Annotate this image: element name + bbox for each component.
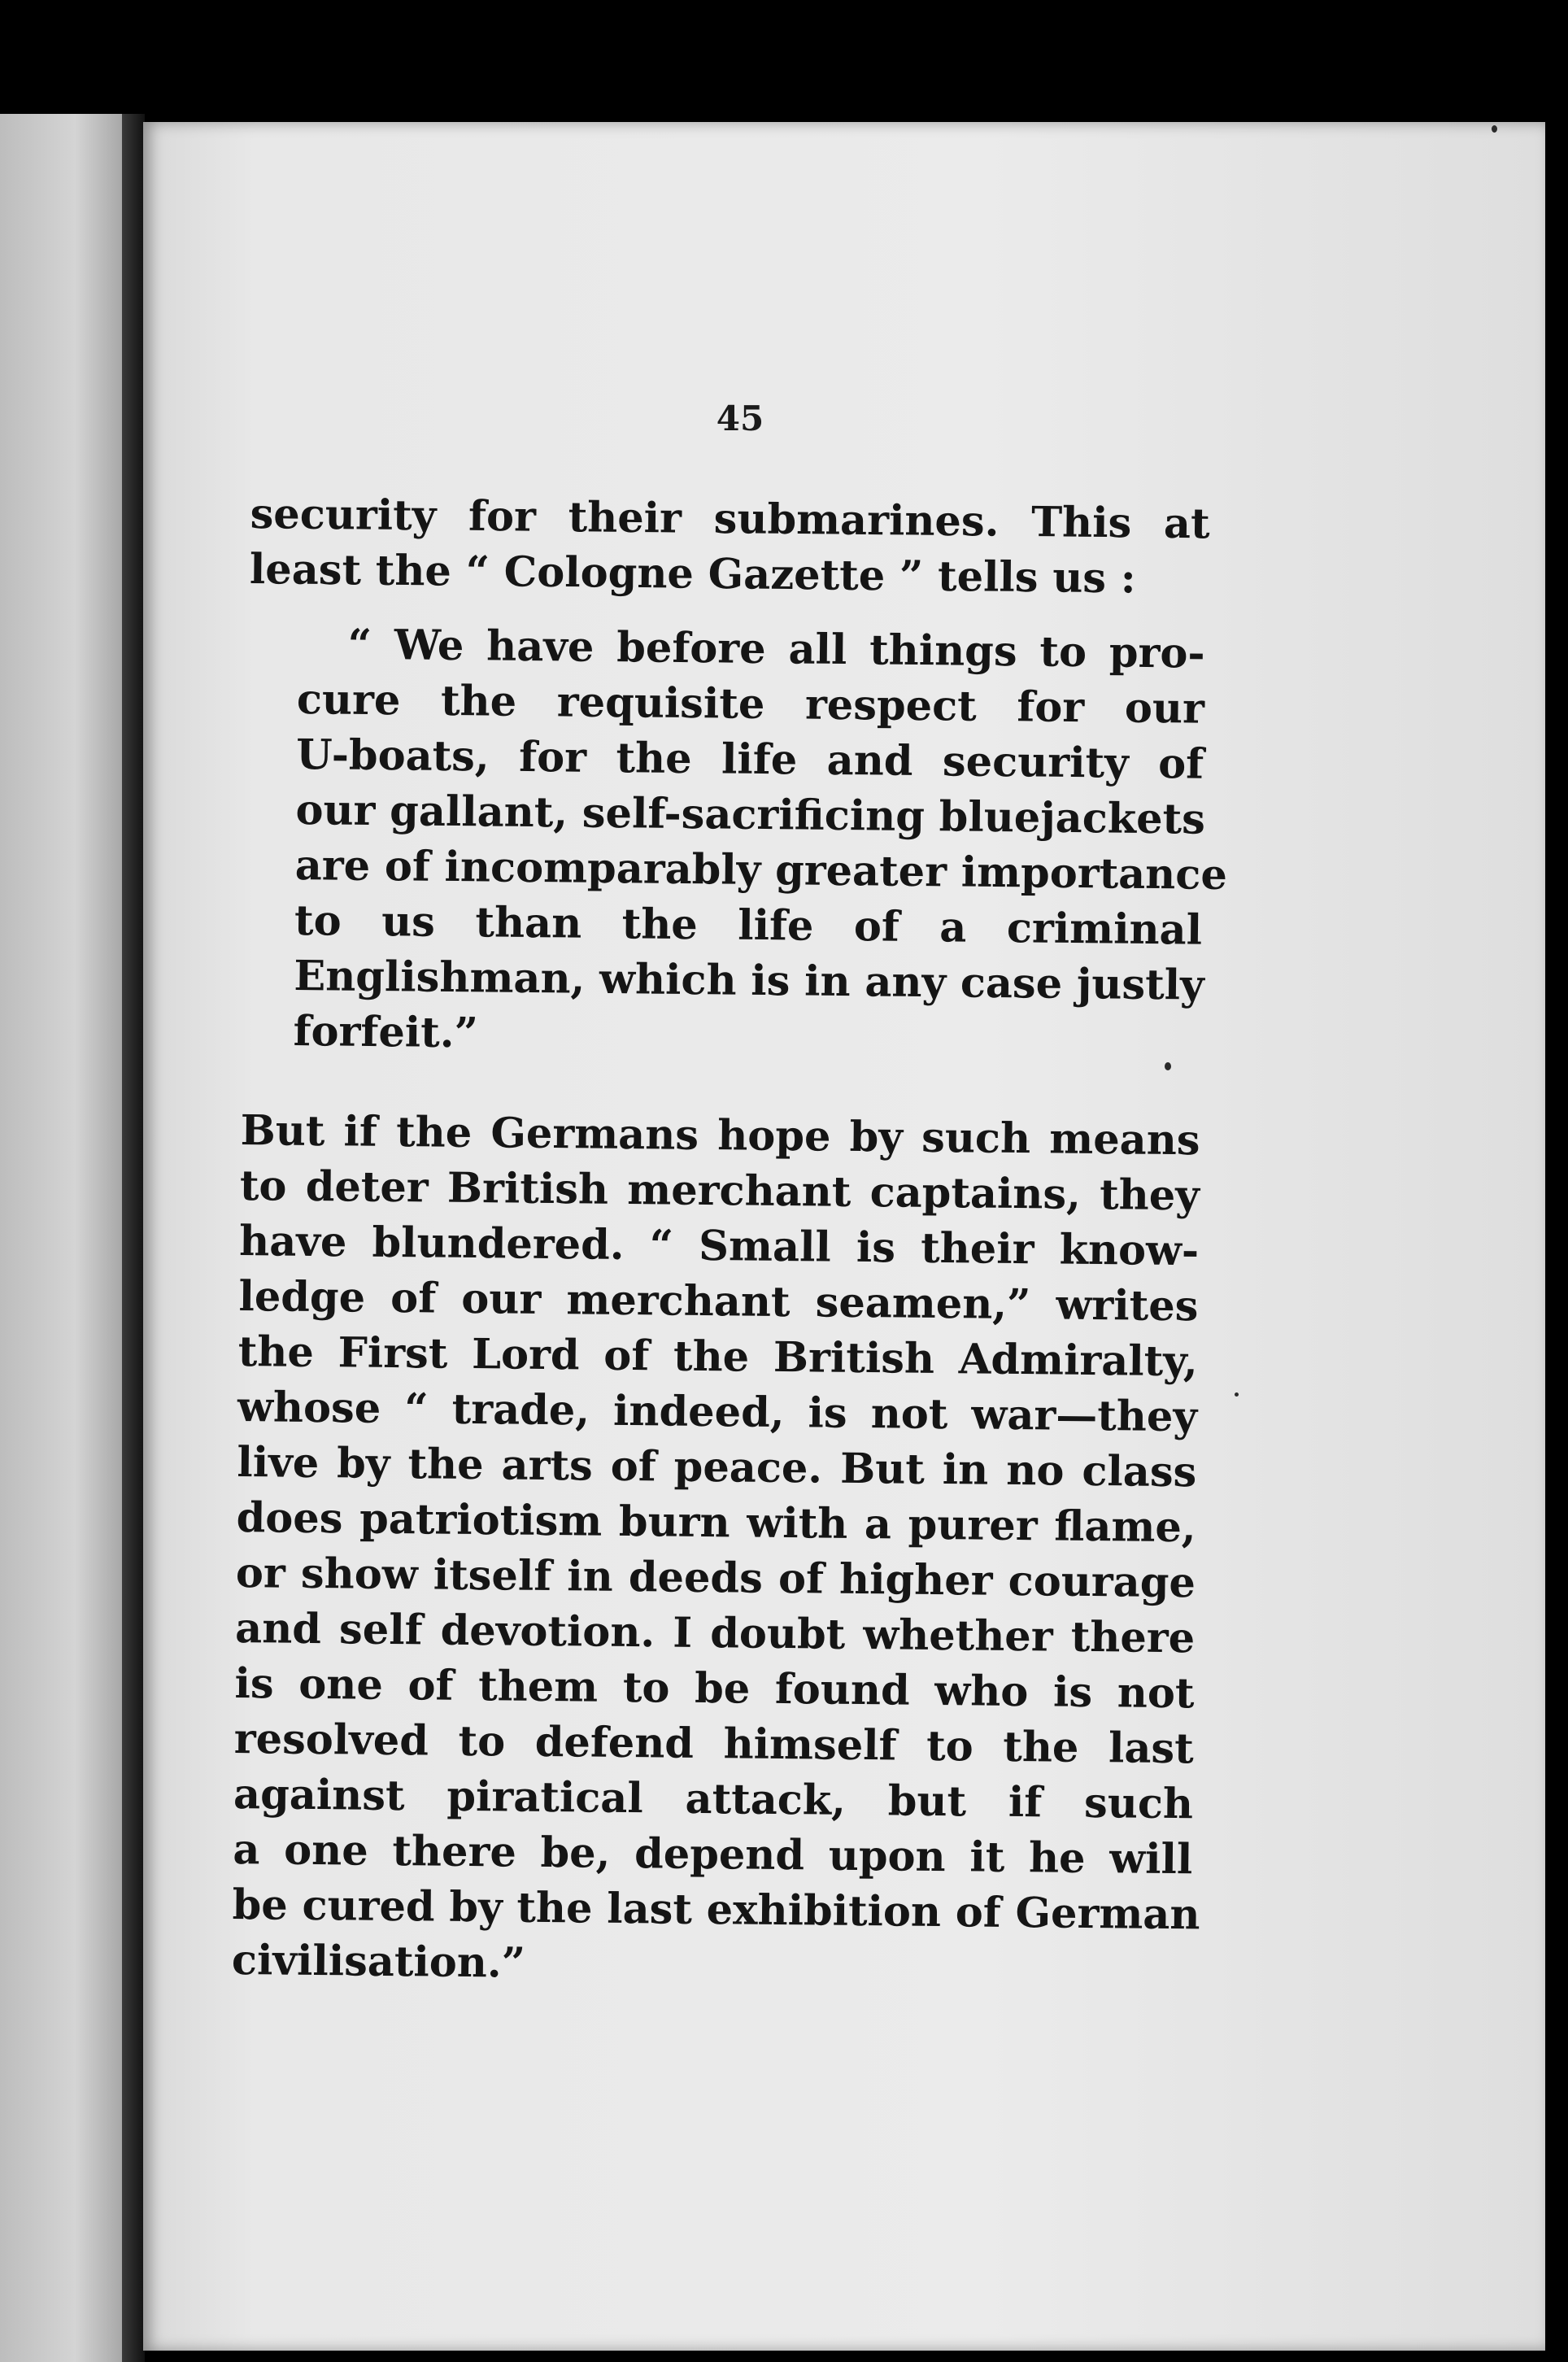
text-line: does patriotism burn with a purer flame, bbox=[236, 1493, 1196, 1553]
text-line: least the “ Cologne Gazette ” tells us : bbox=[249, 544, 1136, 604]
text-line: civilisation.” bbox=[231, 1935, 526, 1988]
facing-page-edge bbox=[0, 114, 137, 2362]
ink-speck bbox=[1165, 1062, 1171, 1070]
text-line: whose “ trade, indeed, is not war—they bbox=[237, 1382, 1198, 1442]
text-line: a one there be, depend upon it he will bbox=[233, 1824, 1193, 1885]
ink-speck bbox=[1235, 1392, 1239, 1397]
page-number: 45 bbox=[716, 399, 764, 438]
text-line: Englishman, which is in any case justly bbox=[294, 951, 1205, 1010]
paragraph-main bbox=[232, 1103, 1200, 1998]
text-line: “ We have before all things to pro- bbox=[347, 620, 1205, 678]
text-line: resolved to defend himself to the last bbox=[233, 1714, 1195, 1774]
text-line: But if the Germans hope by such means bbox=[240, 1105, 1200, 1166]
text-line: be cured by the last exhibition of German bbox=[232, 1880, 1200, 1940]
text-line: our gallant, self-sacrificing bluejackets bbox=[295, 785, 1206, 844]
text-line: to us than the life of a criminal bbox=[294, 896, 1203, 955]
text-line: the First Lord of the British Admiralty, bbox=[237, 1327, 1199, 1387]
text-line: security for their submarines. This at bbox=[250, 489, 1210, 549]
text-line: cure the requisite respect for our bbox=[296, 674, 1205, 734]
block-quote bbox=[293, 617, 1228, 1069]
text-line: ledge of our merchant seamen,” writes bbox=[238, 1271, 1199, 1331]
text-line: against piratical attack, but if such bbox=[233, 1769, 1194, 1829]
text-line: or show itself in deeds of higher courage bbox=[235, 1548, 1196, 1608]
text-line: live by the arts of peace. But in no class bbox=[237, 1437, 1197, 1497]
ink-speck bbox=[1492, 125, 1497, 133]
text-line: U-boats, for the life and security of bbox=[295, 730, 1204, 789]
text-line: to deter British merchant captains, they bbox=[239, 1161, 1200, 1221]
text-line: is one of them to be found who is not bbox=[234, 1658, 1195, 1719]
book-spine-shadow bbox=[122, 114, 145, 2362]
text-line: have blundered. “ Small is their know- bbox=[238, 1216, 1200, 1276]
text-line: and self devotion. I doubt whether there bbox=[234, 1603, 1196, 1663]
paragraph-intro bbox=[250, 486, 1210, 607]
text-line: are of incomparably greater importance bbox=[294, 840, 1228, 900]
text-line: forfeit.” bbox=[293, 1006, 479, 1058]
